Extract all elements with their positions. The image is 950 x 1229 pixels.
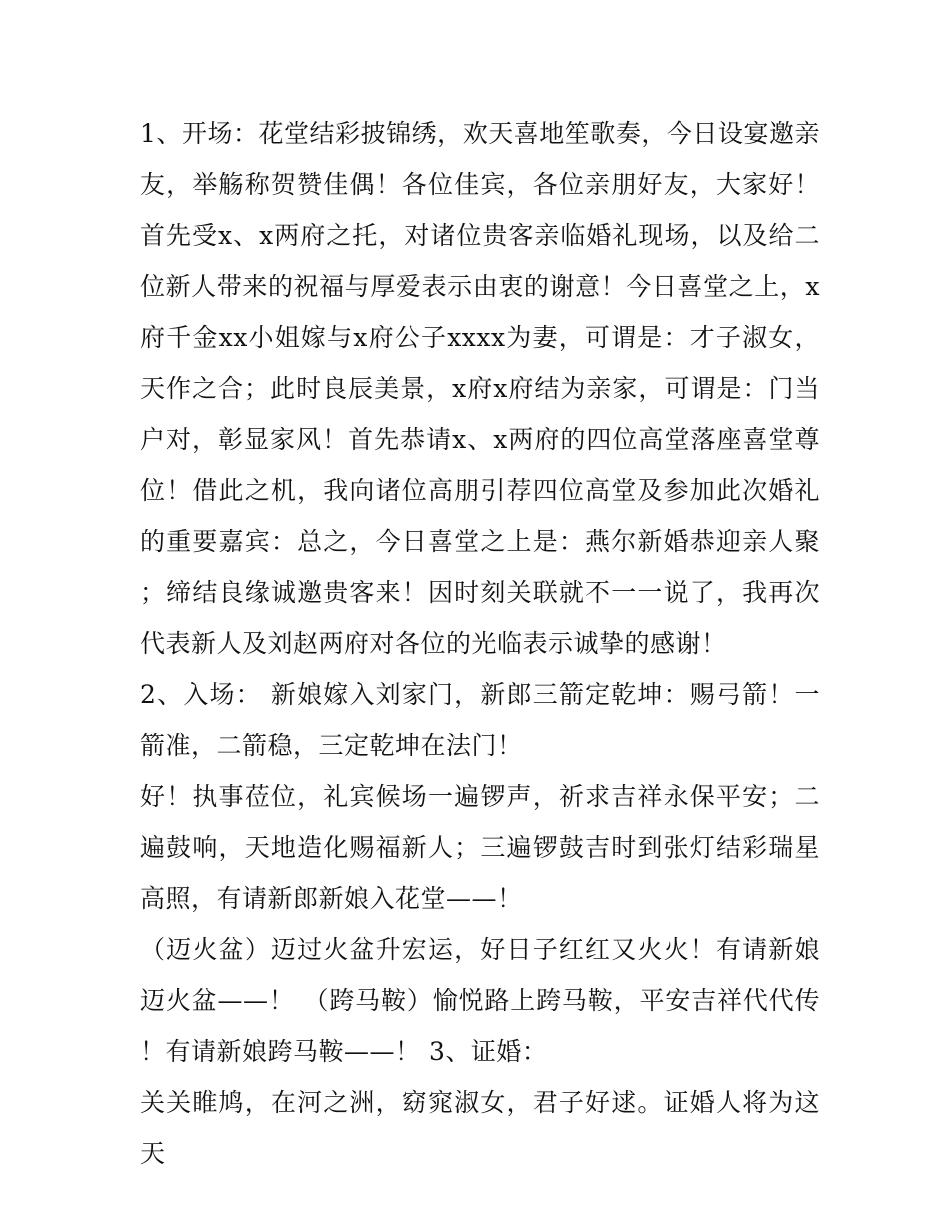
paragraph-ceremony: 好！执事莅位，礼宾候场一遍锣声，祈求吉祥永保平安；二遍鼓响，天地造化赐福新人；三遍锣鼓吉时到张灯结彩瑞星高照，有请新郎新娘入花堂——！ [140,782,820,913]
paragraph-fire-basin: （迈火盆）迈过火盆升宏运，好日子红红又火火！有请新娘迈火盆——！ （跨马鞍）愉悦路上跨马鞍，平安吉祥代代传！有请新娘跨马鞍——！ 3、证婚： [140,935,820,1066]
paragraph-opening: 1、开场：花堂结彩披锦绣，欢天喜地笙歌奏，今日设宴邀亲友，举觞称贺赞佳偶！各位佳宾，各位亲朋好友，大家好！首先受x、x两府之托，对诸位贵客亲临婚礼现场，以及给二位新人带来的祝福与厚爱表示由衷的谢意！今日喜堂之上，x府千金xx小姐嫁与x府公子xxxx为妻，可谓是：才子淑女，天作之合；此时良辰美景，x府x府结为亲家，可谓是：门当户对，彰显家风！首先恭请x、x两府的四位高堂落座喜堂尊位！借此之机，我向诸位高朋引荐四位高堂及参加此次婚礼的重要嘉宾：总之，今日喜堂之上是：燕尔新婚恭迎亲人聚；缔结良缘诚邀贵客来！因时刻关联就不一一说了，我再次代表新人及刘赵两府对各位的光临表示诚挚的感谢！ [140,119,820,658]
paragraph-witness: 关关睢鸠，在河之洲，窈窕淑女，君子好逑。证婚人将为这天 [140,1088,820,1168]
paragraph-entrance: 2、入场： 新娘嫁入刘家门，新郎三箭定乾坤：赐弓箭！一箭准，二箭稳，三定乾坤在法门！ [140,680,820,760]
document-body [140,108,820,1179]
